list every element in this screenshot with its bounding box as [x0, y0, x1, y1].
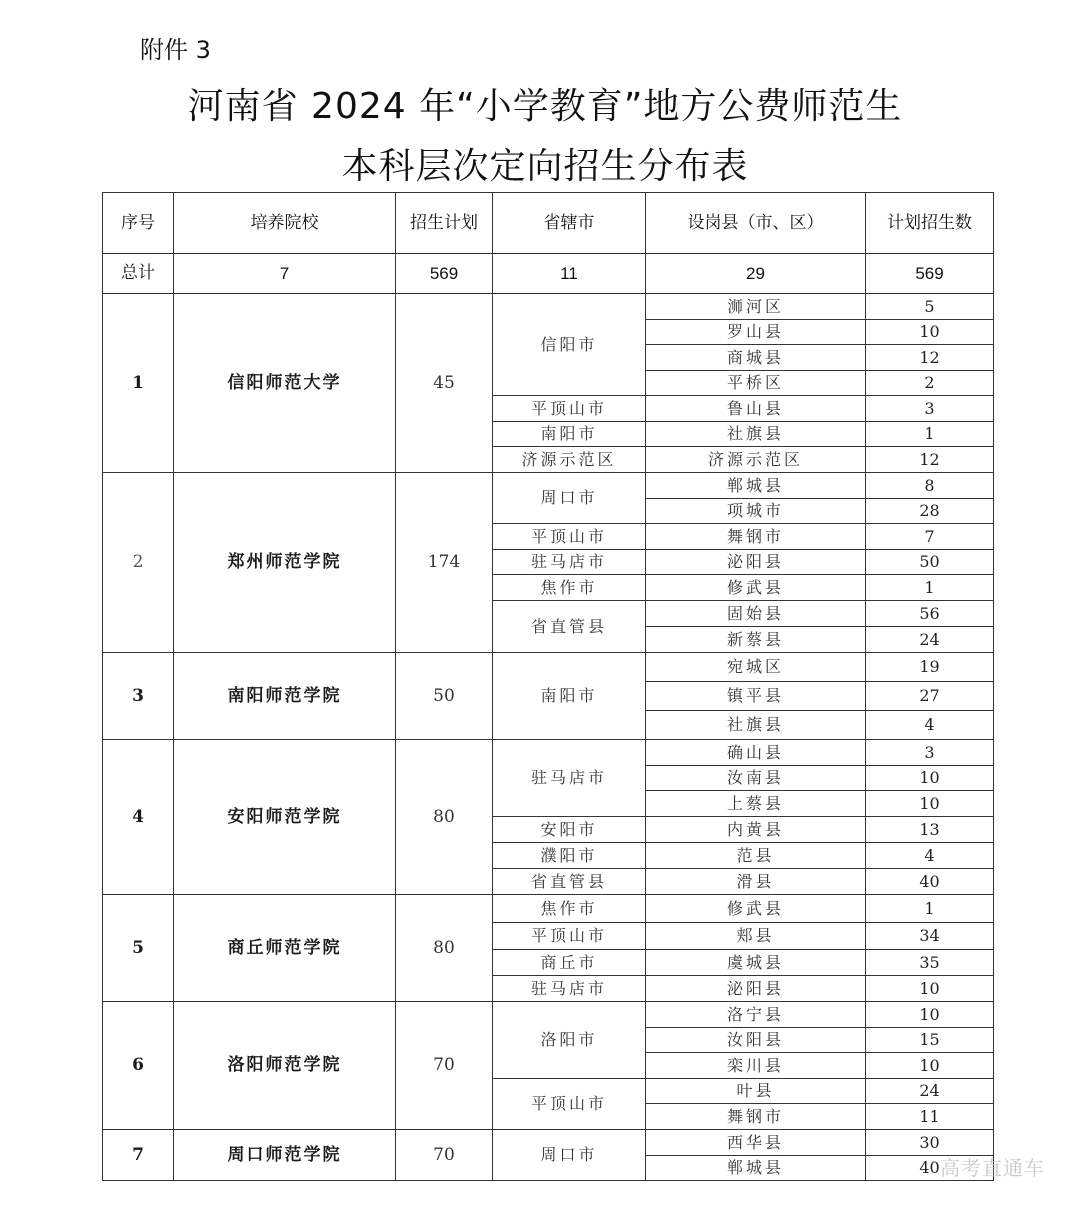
row-school: 南阳师范学院 — [174, 653, 396, 740]
row-count: 35 — [866, 950, 994, 976]
row-county: 上蔡县 — [646, 791, 866, 817]
row-count: 56 — [866, 601, 994, 627]
row-school: 安阳师范学院 — [174, 740, 396, 895]
row-count: 27 — [866, 682, 994, 711]
attachment-label: 附件 3 — [140, 36, 211, 64]
row-county: 固始县 — [646, 601, 866, 627]
totals-row — [103, 254, 994, 294]
row-county: 项城市 — [646, 499, 866, 524]
row-count: 2 — [866, 371, 994, 396]
header-county: 设岗县（市、区） — [646, 193, 866, 254]
row-city: 安阳市 — [493, 817, 646, 843]
row-count: 12 — [866, 447, 994, 473]
row-count: 13 — [866, 817, 994, 843]
row-county: 泌阳县 — [646, 976, 866, 1002]
row-city: 南阳市 — [493, 422, 646, 447]
row-city: 省直管县 — [493, 601, 646, 653]
row-county: 内黄县 — [646, 817, 866, 843]
row-county: 郸城县 — [646, 1156, 866, 1181]
row-city: 驻马店市 — [493, 976, 646, 1002]
row-county: 舞钢市 — [646, 524, 866, 550]
row-count: 3 — [866, 740, 994, 766]
row-count: 40 — [866, 1156, 994, 1181]
row-count: 24 — [866, 627, 994, 653]
row-seq: 7 — [103, 1130, 174, 1181]
row-plan: 70 — [396, 1130, 493, 1181]
totals-count: 569 — [866, 254, 994, 294]
header-city: 省辖市 — [493, 193, 646, 254]
row-city: 平顶山市 — [493, 1079, 646, 1130]
table-row — [103, 740, 994, 766]
row-county: 罗山县 — [646, 320, 866, 345]
table-row — [103, 653, 994, 682]
row-county: 栾川县 — [646, 1053, 866, 1079]
row-city: 周口市 — [493, 1130, 646, 1181]
row-city: 信阳市 — [493, 294, 646, 396]
row-count: 24 — [866, 1079, 994, 1104]
row-seq: 4 — [103, 740, 174, 895]
row-county: 滑县 — [646, 869, 866, 895]
totals-label: 总计 — [103, 254, 174, 294]
row-count: 8 — [866, 473, 994, 499]
enrollment-distribution-table — [102, 192, 994, 1181]
header-plan: 招生计划 — [396, 193, 493, 254]
row-county: 泌阳县 — [646, 550, 866, 575]
header-school: 培养院校 — [174, 193, 396, 254]
row-city: 驻马店市 — [493, 550, 646, 575]
row-city: 平顶山市 — [493, 923, 646, 950]
row-count: 3 — [866, 396, 994, 422]
row-count: 40 — [866, 869, 994, 895]
row-county: 宛城区 — [646, 653, 866, 682]
row-school: 周口师范学院 — [174, 1130, 396, 1181]
row-count: 1 — [866, 895, 994, 923]
row-city: 平顶山市 — [493, 524, 646, 550]
row-city: 洛阳市 — [493, 1002, 646, 1079]
row-school: 信阳师范大学 — [174, 294, 396, 473]
row-school: 商丘师范学院 — [174, 895, 396, 1002]
table-row — [103, 294, 994, 320]
row-county: 郏县 — [646, 923, 866, 950]
row-school: 郑州师范学院 — [174, 473, 396, 653]
row-seq: 3 — [103, 653, 174, 740]
row-county: 社旗县 — [646, 711, 866, 740]
row-county: 汝阳县 — [646, 1028, 866, 1053]
table-row — [103, 1002, 994, 1028]
row-county: 虞城县 — [646, 950, 866, 976]
row-school: 洛阳师范学院 — [174, 1002, 396, 1130]
row-county: 西华县 — [646, 1130, 866, 1156]
header-count: 计划招生数 — [866, 193, 994, 254]
row-plan: 80 — [396, 895, 493, 1002]
row-count: 50 — [866, 550, 994, 575]
row-county: 范县 — [646, 843, 866, 869]
row-county: 修武县 — [646, 575, 866, 601]
row-city: 驻马店市 — [493, 740, 646, 817]
row-count: 30 — [866, 1130, 994, 1156]
row-seq: 6 — [103, 1002, 174, 1130]
row-count: 1 — [866, 575, 994, 601]
row-county: 舞钢市 — [646, 1104, 866, 1130]
header-seq: 序号 — [103, 193, 174, 254]
row-count: 10 — [866, 320, 994, 345]
row-count: 12 — [866, 345, 994, 371]
row-city: 南阳市 — [493, 653, 646, 740]
row-count: 5 — [866, 294, 994, 320]
row-count: 10 — [866, 1053, 994, 1079]
watermark: 高考直通车 — [940, 1156, 1045, 1180]
row-count: 4 — [866, 711, 994, 740]
row-count: 7 — [866, 524, 994, 550]
row-city: 省直管县 — [493, 869, 646, 895]
row-count: 15 — [866, 1028, 994, 1053]
row-county: 洛宁县 — [646, 1002, 866, 1028]
table-row — [103, 1130, 994, 1156]
table-row — [103, 895, 994, 923]
row-county: 确山县 — [646, 740, 866, 766]
page-title-line1: 河南省 2024 年“小学教育”地方公费师范生 — [187, 86, 903, 127]
row-county: 新蔡县 — [646, 627, 866, 653]
row-count: 34 — [866, 923, 994, 950]
row-city: 焦作市 — [493, 895, 646, 923]
row-county: 郸城县 — [646, 473, 866, 499]
row-seq: 5 — [103, 895, 174, 1002]
row-count: 10 — [866, 766, 994, 791]
row-count: 11 — [866, 1104, 994, 1130]
row-city: 焦作市 — [493, 575, 646, 601]
totals-plan: 569 — [396, 254, 493, 294]
row-count: 10 — [866, 1002, 994, 1028]
row-county: 济源示范区 — [646, 447, 866, 473]
row-plan: 70 — [396, 1002, 493, 1130]
row-plan: 45 — [396, 294, 493, 473]
row-count: 10 — [866, 976, 994, 1002]
row-count: 4 — [866, 843, 994, 869]
row-plan: 50 — [396, 653, 493, 740]
totals-counties: 29 — [646, 254, 866, 294]
row-count: 28 — [866, 499, 994, 524]
page-title-line2: 本科层次定向招生分布表 — [341, 146, 749, 187]
row-county: 鲁山县 — [646, 396, 866, 422]
table-row — [103, 473, 994, 499]
row-count: 19 — [866, 653, 994, 682]
row-count: 1 — [866, 422, 994, 447]
row-county: 镇平县 — [646, 682, 866, 711]
row-count: 10 — [866, 791, 994, 817]
row-city: 商丘市 — [493, 950, 646, 976]
row-county: 浉河区 — [646, 294, 866, 320]
row-seq: 1 — [103, 294, 174, 473]
row-city: 濮阳市 — [493, 843, 646, 869]
table-header-row — [103, 193, 994, 254]
row-city: 济源示范区 — [493, 447, 646, 473]
row-county: 汝南县 — [646, 766, 866, 791]
row-plan: 174 — [396, 473, 493, 653]
row-county: 修武县 — [646, 895, 866, 923]
totals-schools: 7 — [174, 254, 396, 294]
row-city: 周口市 — [493, 473, 646, 524]
row-county: 叶县 — [646, 1079, 866, 1104]
row-county: 商城县 — [646, 345, 866, 371]
totals-cities: 11 — [493, 254, 646, 294]
row-seq: 2 — [103, 473, 174, 653]
row-plan: 80 — [396, 740, 493, 895]
row-county: 社旗县 — [646, 422, 866, 447]
row-city: 平顶山市 — [493, 396, 646, 422]
row-county: 平桥区 — [646, 371, 866, 396]
